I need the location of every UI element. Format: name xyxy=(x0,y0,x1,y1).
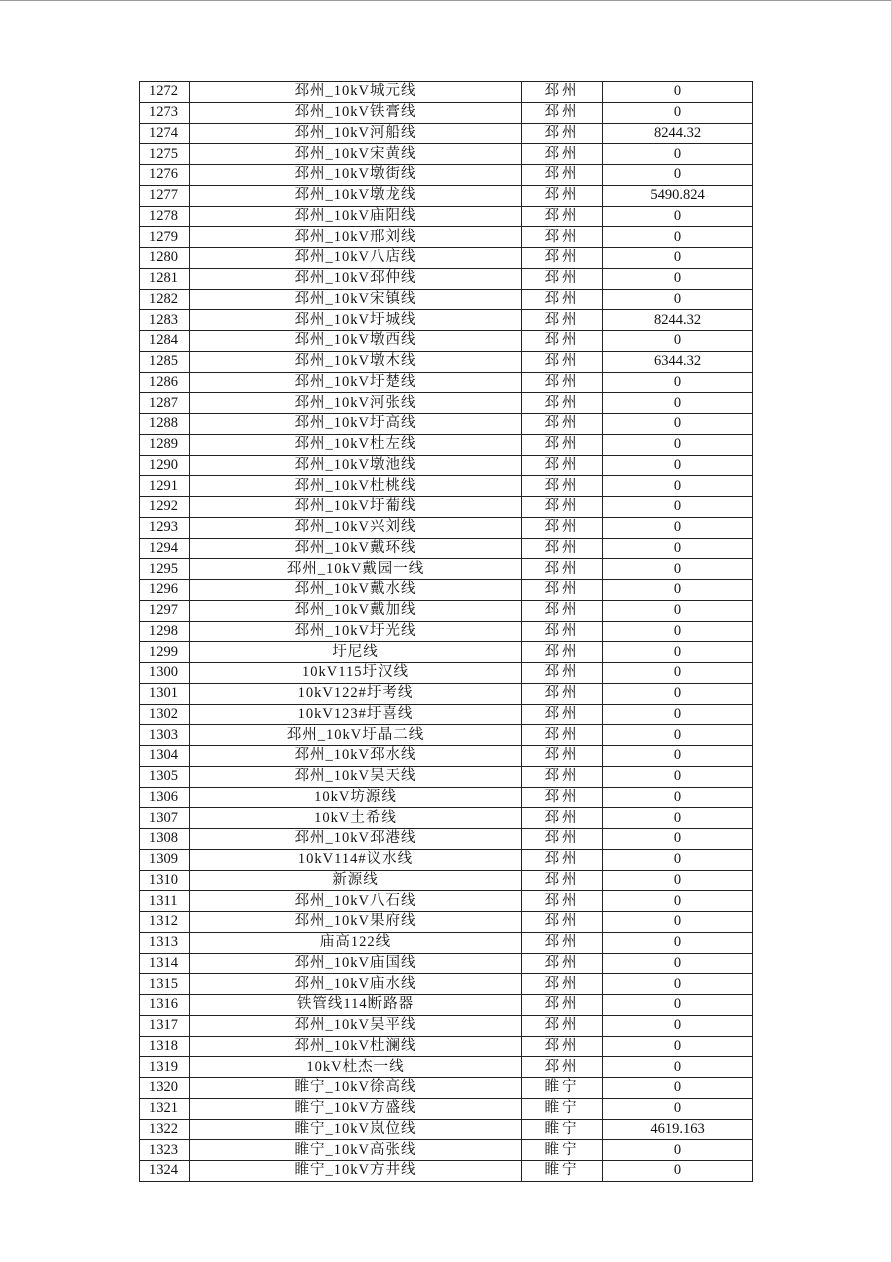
row-number-cell: 1323 xyxy=(140,1140,190,1161)
table-row xyxy=(140,185,753,206)
line-name-cell: 邳州_10kV墩西线 xyxy=(190,331,522,352)
area-cell: 邳州 xyxy=(522,331,603,352)
value-cell: 0 xyxy=(603,248,753,269)
value-cell: 0 xyxy=(603,663,753,684)
table-row xyxy=(140,621,753,642)
table-row xyxy=(140,642,753,663)
table-row xyxy=(140,517,753,538)
line-name-cell: 10kV杜杰一线 xyxy=(190,1057,522,1078)
area-cell: 邳州 xyxy=(522,497,603,518)
table-row xyxy=(140,268,753,289)
row-number-cell: 1279 xyxy=(140,227,190,248)
area-cell: 邳州 xyxy=(522,766,603,787)
row-number-cell: 1290 xyxy=(140,455,190,476)
row-number-cell: 1298 xyxy=(140,621,190,642)
value-cell: 0 xyxy=(603,704,753,725)
table-row xyxy=(140,351,753,372)
table-row xyxy=(140,414,753,435)
table-row xyxy=(140,808,753,829)
line-name-cell: 邳州_10kV圩高线 xyxy=(190,414,522,435)
line-name-cell: 邳州_10kV圩葡线 xyxy=(190,497,522,518)
area-cell: 邳州 xyxy=(522,642,603,663)
row-number-cell: 1282 xyxy=(140,289,190,310)
table-row xyxy=(140,1078,753,1099)
line-name-cell: 邳州_10kV邢刘线 xyxy=(190,227,522,248)
value-cell: 0 xyxy=(603,227,753,248)
table-row xyxy=(140,746,753,767)
value-cell: 0 xyxy=(603,808,753,829)
value-cell: 0 xyxy=(603,289,753,310)
area-cell: 邳州 xyxy=(522,248,603,269)
row-number-cell: 1312 xyxy=(140,912,190,933)
area-cell: 邳州 xyxy=(522,974,603,995)
area-cell: 邳州 xyxy=(522,517,603,538)
row-number-cell: 1292 xyxy=(140,497,190,518)
table-row xyxy=(140,829,753,850)
value-cell: 0 xyxy=(603,497,753,518)
row-number-cell: 1309 xyxy=(140,849,190,870)
line-name-cell: 邳州_10kV果府线 xyxy=(190,912,522,933)
line-name-cell: 邳州_10kV戴园一线 xyxy=(190,559,522,580)
area-cell: 邳州 xyxy=(522,144,603,165)
value-cell: 8244.32 xyxy=(603,310,753,331)
value-cell: 0 xyxy=(603,434,753,455)
area-cell: 邳州 xyxy=(522,206,603,227)
area-cell: 邳州 xyxy=(522,351,603,372)
line-name-cell: 邳州_10kV戴水线 xyxy=(190,580,522,601)
table-row xyxy=(140,455,753,476)
value-cell: 0 xyxy=(603,580,753,601)
table-row xyxy=(140,1098,753,1119)
value-cell: 0 xyxy=(603,891,753,912)
row-number-cell: 1272 xyxy=(140,82,190,103)
table-row xyxy=(140,82,753,103)
row-number-cell: 1311 xyxy=(140,891,190,912)
value-cell: 0 xyxy=(603,642,753,663)
line-name-cell: 邳州_10kV庙国线 xyxy=(190,953,522,974)
row-number-cell: 1313 xyxy=(140,932,190,953)
value-cell: 0 xyxy=(603,331,753,352)
value-cell: 0 xyxy=(603,953,753,974)
area-cell: 邳州 xyxy=(522,995,603,1016)
line-name-cell: 邳州_10kV河船线 xyxy=(190,123,522,144)
table-row xyxy=(140,144,753,165)
row-number-cell: 1300 xyxy=(140,663,190,684)
area-cell: 睢宁 xyxy=(522,1161,603,1182)
line-name-cell: 庙高122线 xyxy=(190,932,522,953)
row-number-cell: 1302 xyxy=(140,704,190,725)
row-number-cell: 1277 xyxy=(140,185,190,206)
area-cell: 邳州 xyxy=(522,849,603,870)
area-cell: 邳州 xyxy=(522,165,603,186)
line-name-cell: 邳州_10kV戴加线 xyxy=(190,600,522,621)
line-name-cell: 邳州_10kV宋黄线 xyxy=(190,144,522,165)
line-name-cell: 邳州_10kV杜左线 xyxy=(190,434,522,455)
value-cell: 0 xyxy=(603,912,753,933)
row-number-cell: 1275 xyxy=(140,144,190,165)
value-cell: 0 xyxy=(603,974,753,995)
area-cell: 邳州 xyxy=(522,310,603,331)
area-cell: 邳州 xyxy=(522,891,603,912)
line-name-cell: 邳州_10kV庙阳线 xyxy=(190,206,522,227)
row-number-cell: 1283 xyxy=(140,310,190,331)
page-top-border xyxy=(0,0,892,1)
line-name-cell: 邳州_10kV墩池线 xyxy=(190,455,522,476)
area-cell: 邳州 xyxy=(522,808,603,829)
table-row xyxy=(140,891,753,912)
line-name-cell: 10kV114#议水线 xyxy=(190,849,522,870)
row-number-cell: 1305 xyxy=(140,766,190,787)
value-cell: 0 xyxy=(603,102,753,123)
value-cell: 0 xyxy=(603,82,753,103)
area-cell: 邳州 xyxy=(522,725,603,746)
line-name-cell: 圩尼线 xyxy=(190,642,522,663)
value-cell: 0 xyxy=(603,621,753,642)
line-name-cell: 邳州_10kV吴天线 xyxy=(190,766,522,787)
table-row xyxy=(140,289,753,310)
table-row xyxy=(140,227,753,248)
line-name-cell: 睢宁_10kV方盛线 xyxy=(190,1098,522,1119)
value-cell: 0 xyxy=(603,268,753,289)
line-name-cell: 邳州_10kV圩晶二线 xyxy=(190,725,522,746)
table-row xyxy=(140,434,753,455)
area-cell: 邳州 xyxy=(522,102,603,123)
line-name-cell: 邳州_10kV圩楚线 xyxy=(190,372,522,393)
value-cell: 0 xyxy=(603,559,753,580)
row-number-cell: 1322 xyxy=(140,1119,190,1140)
line-name-cell: 10kV123#圩喜线 xyxy=(190,704,522,725)
area-cell: 邳州 xyxy=(522,932,603,953)
table-row xyxy=(140,580,753,601)
row-number-cell: 1284 xyxy=(140,331,190,352)
value-cell: 4619.163 xyxy=(603,1119,753,1140)
line-name-cell: 10kV122#圩考线 xyxy=(190,683,522,704)
area-cell: 邳州 xyxy=(522,787,603,808)
row-number-cell: 1304 xyxy=(140,746,190,767)
row-number-cell: 1289 xyxy=(140,434,190,455)
value-cell: 0 xyxy=(603,538,753,559)
line-name-cell: 邳州_10kV铁膏线 xyxy=(190,102,522,123)
area-cell: 邳州 xyxy=(522,82,603,103)
area-cell: 邳州 xyxy=(522,704,603,725)
table-row xyxy=(140,1015,753,1036)
row-number-cell: 1299 xyxy=(140,642,190,663)
area-cell: 邳州 xyxy=(522,1015,603,1036)
area-cell: 邳州 xyxy=(522,870,603,891)
value-cell: 0 xyxy=(603,517,753,538)
table-row xyxy=(140,600,753,621)
value-cell: 0 xyxy=(603,849,753,870)
line-name-cell: 邳州_10kV八石线 xyxy=(190,891,522,912)
area-cell: 邳州 xyxy=(522,372,603,393)
row-number-cell: 1291 xyxy=(140,476,190,497)
table-row xyxy=(140,206,753,227)
value-cell: 0 xyxy=(603,414,753,435)
value-cell: 0 xyxy=(603,1015,753,1036)
line-name-cell: 邳州_10kV城元线 xyxy=(190,82,522,103)
area-cell: 邳州 xyxy=(522,580,603,601)
table-row xyxy=(140,1140,753,1161)
value-cell: 0 xyxy=(603,600,753,621)
line-name-cell: 邳州_10kV吴平线 xyxy=(190,1015,522,1036)
value-cell: 0 xyxy=(603,1036,753,1057)
table-row xyxy=(140,704,753,725)
table-row xyxy=(140,995,753,1016)
value-cell: 0 xyxy=(603,1161,753,1182)
value-cell: 0 xyxy=(603,870,753,891)
value-cell: 0 xyxy=(603,476,753,497)
row-number-cell: 1288 xyxy=(140,414,190,435)
line-name-cell: 10kV坊源线 xyxy=(190,787,522,808)
row-number-cell: 1296 xyxy=(140,580,190,601)
line-name-cell: 新源线 xyxy=(190,870,522,891)
value-cell: 0 xyxy=(603,683,753,704)
line-name-cell: 邳州_10kV墩龙线 xyxy=(190,185,522,206)
table-row xyxy=(140,123,753,144)
table-row xyxy=(140,1036,753,1057)
value-cell: 0 xyxy=(603,766,753,787)
row-number-cell: 1274 xyxy=(140,123,190,144)
line-name-cell: 邳州_10kV宋镇线 xyxy=(190,289,522,310)
area-cell: 邳州 xyxy=(522,476,603,497)
line-name-cell: 10kV土希线 xyxy=(190,808,522,829)
row-number-cell: 1316 xyxy=(140,995,190,1016)
value-cell: 0 xyxy=(603,932,753,953)
table-row xyxy=(140,974,753,995)
area-cell: 睢宁 xyxy=(522,1119,603,1140)
line-name-cell: 邳州_10kV兴刘线 xyxy=(190,517,522,538)
value-cell: 0 xyxy=(603,995,753,1016)
area-cell: 邳州 xyxy=(522,434,603,455)
line-name-cell: 邳州_10kV圩光线 xyxy=(190,621,522,642)
table-row xyxy=(140,393,753,414)
line-name-cell: 睢宁_10kV方井线 xyxy=(190,1161,522,1182)
value-cell: 0 xyxy=(603,455,753,476)
row-number-cell: 1307 xyxy=(140,808,190,829)
row-number-cell: 1285 xyxy=(140,351,190,372)
row-number-cell: 1297 xyxy=(140,600,190,621)
data-table xyxy=(139,81,753,1182)
line-name-cell: 睢宁_10kV岚位线 xyxy=(190,1119,522,1140)
value-cell: 0 xyxy=(603,393,753,414)
row-number-cell: 1308 xyxy=(140,829,190,850)
table-row xyxy=(140,248,753,269)
area-cell: 邳州 xyxy=(522,746,603,767)
table-row xyxy=(140,787,753,808)
table-row xyxy=(140,870,753,891)
area-cell: 邳州 xyxy=(522,393,603,414)
table-row xyxy=(140,476,753,497)
row-number-cell: 1276 xyxy=(140,165,190,186)
area-cell: 邳州 xyxy=(522,559,603,580)
table-row xyxy=(140,165,753,186)
row-number-cell: 1310 xyxy=(140,870,190,891)
value-cell: 0 xyxy=(603,1098,753,1119)
line-name-cell: 睢宁_10kV高张线 xyxy=(190,1140,522,1161)
area-cell: 邳州 xyxy=(522,227,603,248)
value-cell: 0 xyxy=(603,1078,753,1099)
line-name-cell: 邳州_10kV邳水线 xyxy=(190,746,522,767)
row-number-cell: 1280 xyxy=(140,248,190,269)
row-number-cell: 1295 xyxy=(140,559,190,580)
row-number-cell: 1314 xyxy=(140,953,190,974)
line-name-cell: 邳州_10kV河张线 xyxy=(190,393,522,414)
value-cell: 0 xyxy=(603,165,753,186)
row-number-cell: 1287 xyxy=(140,393,190,414)
row-number-cell: 1293 xyxy=(140,517,190,538)
table-row xyxy=(140,559,753,580)
table-row xyxy=(140,1161,753,1182)
line-name-cell: 邳州_10kV杜桃线 xyxy=(190,476,522,497)
line-name-cell: 邳州_10kV邳仲线 xyxy=(190,268,522,289)
line-name-cell: 10kV115圩汉线 xyxy=(190,663,522,684)
value-cell: 0 xyxy=(603,1057,753,1078)
table-row xyxy=(140,953,753,974)
row-number-cell: 1319 xyxy=(140,1057,190,1078)
row-number-cell: 1317 xyxy=(140,1015,190,1036)
line-name-cell: 邳州_10kV邳港线 xyxy=(190,829,522,850)
value-cell: 0 xyxy=(603,144,753,165)
table-row xyxy=(140,1057,753,1078)
area-cell: 睢宁 xyxy=(522,1098,603,1119)
value-cell: 8244.32 xyxy=(603,123,753,144)
table-row xyxy=(140,766,753,787)
row-number-cell: 1278 xyxy=(140,206,190,227)
row-number-cell: 1315 xyxy=(140,974,190,995)
table-row xyxy=(140,102,753,123)
value-cell: 6344.32 xyxy=(603,351,753,372)
value-cell: 0 xyxy=(603,725,753,746)
table-row xyxy=(140,725,753,746)
area-cell: 邳州 xyxy=(522,268,603,289)
value-cell: 0 xyxy=(603,372,753,393)
line-name-cell: 邳州_10kV圩城线 xyxy=(190,310,522,331)
area-cell: 邳州 xyxy=(522,455,603,476)
table-body xyxy=(140,82,753,1182)
area-cell: 睢宁 xyxy=(522,1078,603,1099)
area-cell: 邳州 xyxy=(522,1057,603,1078)
row-number-cell: 1286 xyxy=(140,372,190,393)
table-row xyxy=(140,331,753,352)
area-cell: 邳州 xyxy=(522,123,603,144)
table-row xyxy=(140,310,753,331)
line-name-cell: 邳州_10kV墩街线 xyxy=(190,165,522,186)
area-cell: 邳州 xyxy=(522,683,603,704)
table-row xyxy=(140,849,753,870)
area-cell: 邳州 xyxy=(522,663,603,684)
area-cell: 邳州 xyxy=(522,953,603,974)
line-name-cell: 邳州_10kV墩木线 xyxy=(190,351,522,372)
area-cell: 邳州 xyxy=(522,185,603,206)
line-name-cell: 铁管线114断路器 xyxy=(190,995,522,1016)
table-row xyxy=(140,912,753,933)
area-cell: 邳州 xyxy=(522,600,603,621)
value-cell: 0 xyxy=(603,787,753,808)
area-cell: 邳州 xyxy=(522,414,603,435)
line-name-cell: 睢宁_10kV徐高线 xyxy=(190,1078,522,1099)
line-name-cell: 邳州_10kV八店线 xyxy=(190,248,522,269)
row-number-cell: 1324 xyxy=(140,1161,190,1182)
row-number-cell: 1306 xyxy=(140,787,190,808)
row-number-cell: 1318 xyxy=(140,1036,190,1057)
row-number-cell: 1320 xyxy=(140,1078,190,1099)
table-row xyxy=(140,663,753,684)
area-cell: 邳州 xyxy=(522,621,603,642)
line-name-cell: 邳州_10kV庙水线 xyxy=(190,974,522,995)
value-cell: 0 xyxy=(603,829,753,850)
value-cell: 0 xyxy=(603,746,753,767)
table-row xyxy=(140,1119,753,1140)
area-cell: 邳州 xyxy=(522,829,603,850)
value-cell: 5490.824 xyxy=(603,185,753,206)
table-row xyxy=(140,538,753,559)
table-row xyxy=(140,497,753,518)
value-cell: 0 xyxy=(603,1140,753,1161)
area-cell: 邳州 xyxy=(522,289,603,310)
table-row xyxy=(140,932,753,953)
row-number-cell: 1281 xyxy=(140,268,190,289)
row-number-cell: 1301 xyxy=(140,683,190,704)
value-cell: 0 xyxy=(603,206,753,227)
row-number-cell: 1294 xyxy=(140,538,190,559)
row-number-cell: 1321 xyxy=(140,1098,190,1119)
table-row xyxy=(140,372,753,393)
area-cell: 邳州 xyxy=(522,538,603,559)
row-number-cell: 1273 xyxy=(140,102,190,123)
area-cell: 邳州 xyxy=(522,1036,603,1057)
line-name-cell: 邳州_10kV戴环线 xyxy=(190,538,522,559)
line-name-cell: 邳州_10kV杜澜线 xyxy=(190,1036,522,1057)
table-row xyxy=(140,683,753,704)
area-cell: 邳州 xyxy=(522,912,603,933)
area-cell: 睢宁 xyxy=(522,1140,603,1161)
row-number-cell: 1303 xyxy=(140,725,190,746)
